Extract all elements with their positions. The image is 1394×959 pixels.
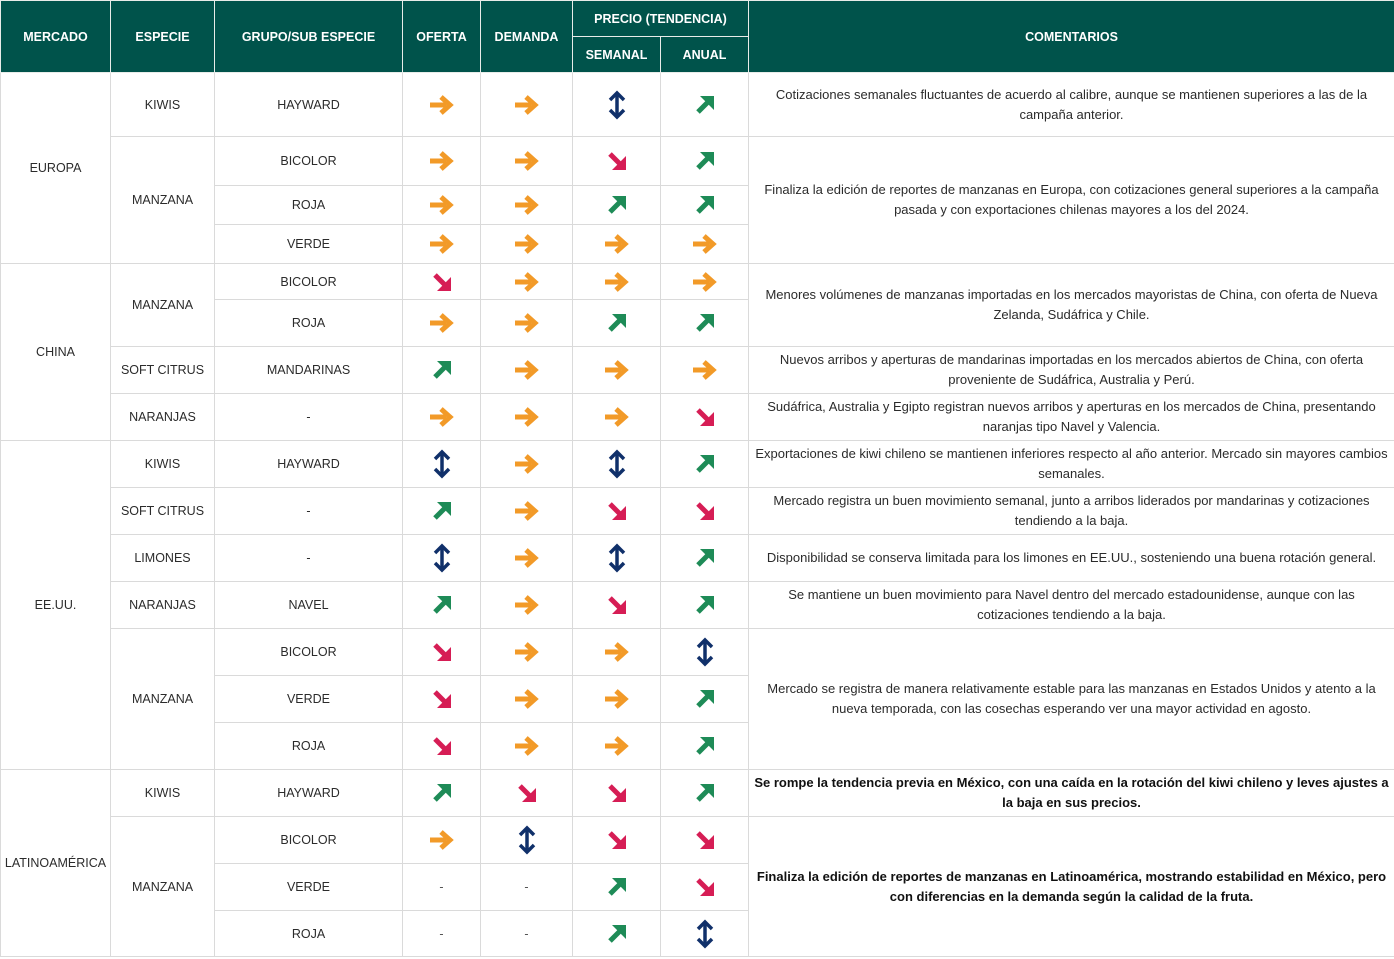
oferta-trend-cell xyxy=(403,394,481,441)
market-eeuu: EE.UU. xyxy=(1,441,111,770)
trend-stable-arrow-icon xyxy=(426,824,458,856)
species-manzana: MANZANA xyxy=(111,817,215,957)
trend-stable-arrow-icon xyxy=(511,354,543,386)
demanda-trend-cell xyxy=(481,629,573,676)
oferta-trend-cell xyxy=(403,488,481,535)
header-anual: ANUAL xyxy=(661,37,749,73)
grupo-cell: - xyxy=(215,394,403,441)
anual-trend-cell xyxy=(661,73,749,137)
oferta-trend-cell xyxy=(403,770,481,817)
semanal-trend-cell xyxy=(573,911,661,957)
oferta-trend-cell xyxy=(403,441,481,488)
trend-fluctuating-arrow-icon xyxy=(426,448,458,480)
trend-stable-arrow-icon xyxy=(601,266,633,298)
anual-trend-cell xyxy=(661,300,749,347)
demanda-trend-cell xyxy=(481,441,573,488)
trend-stable-arrow-icon xyxy=(601,401,633,433)
trend-stable-arrow-icon xyxy=(511,448,543,480)
species-kiwis: KIWIS xyxy=(111,770,215,817)
trend-up-arrow-icon xyxy=(689,307,721,339)
grupo-cell: HAYWARD xyxy=(215,73,403,137)
species-kiwis: KIWIS xyxy=(111,73,215,137)
demanda-trend-cell xyxy=(481,394,573,441)
oferta-trend-cell: - xyxy=(403,911,481,957)
trend-stable-arrow-icon xyxy=(426,145,458,177)
comment-cn-naranjas: Sudáfrica, Australia y Egipto registran nuevos arribos y aperturas en los mercados de China, presentando naranjas tipo Navel y Valencia. xyxy=(749,394,1394,441)
trend-down-arrow-icon xyxy=(426,683,458,715)
header-grupo: GRUPO/SUB ESPECIE xyxy=(215,1,403,73)
trend-up-arrow-icon xyxy=(426,589,458,621)
semanal-trend-cell xyxy=(573,347,661,394)
semanal-trend-cell xyxy=(573,300,661,347)
demanda-trend-cell: - xyxy=(481,911,573,957)
demanda-trend-cell xyxy=(481,300,573,347)
semanal-trend-cell xyxy=(573,723,661,770)
trend-up-arrow-icon xyxy=(601,307,633,339)
demanda-trend-cell xyxy=(481,73,573,137)
comment-us-kiwis: Exportaciones de kiwi chileno se mantienen inferiores respecto al año anterior. Mercado sin mayores cambios semanales. xyxy=(749,441,1394,488)
semanal-trend-cell xyxy=(573,394,661,441)
trend-up-arrow-icon xyxy=(689,683,721,715)
trend-stable-arrow-icon xyxy=(601,354,633,386)
comment-us-citrus: Mercado registra un buen movimiento semanal, junto a arribos liderados por mandarinas y cotizaciones tendiendo a la baja. xyxy=(749,488,1394,535)
trend-up-arrow-icon xyxy=(689,145,721,177)
trend-stable-arrow-icon xyxy=(511,307,543,339)
demanda-trend-cell xyxy=(481,817,573,864)
trend-down-arrow-icon xyxy=(601,777,633,809)
semanal-trend-cell xyxy=(573,73,661,137)
species-limones: LIMONES xyxy=(111,535,215,582)
header-mercado: MERCADO xyxy=(1,1,111,73)
comment-cn-manzana: Menores volúmenes de manzanas importadas en los mercados mayoristas de China, con oferta de Nueva Zelanda, Sudáfrica y Chile. xyxy=(749,264,1394,347)
trend-up-arrow-icon xyxy=(689,589,721,621)
oferta-trend-cell xyxy=(403,347,481,394)
demanda-trend-cell xyxy=(481,535,573,582)
grupo-cell: BICOLOR xyxy=(215,629,403,676)
anual-trend-cell xyxy=(661,770,749,817)
trend-fluctuating-arrow-icon xyxy=(426,542,458,574)
semanal-trend-cell xyxy=(573,817,661,864)
trend-stable-arrow-icon xyxy=(511,89,543,121)
semanal-trend-cell xyxy=(573,676,661,723)
comment-eu-kiwis: Cotizaciones semanales fluctuantes de acuerdo al calibre, aunque se mantienen superiores a las de la campaña anterior. xyxy=(749,73,1394,137)
trend-up-arrow-icon xyxy=(426,777,458,809)
species-soft-citrus: SOFT CITRUS xyxy=(111,488,215,535)
anual-trend-cell xyxy=(661,676,749,723)
grupo-cell: BICOLOR xyxy=(215,264,403,300)
comment-us-naranjas: Se mantiene un buen movimiento para Navel dentro del mercado estadounidense, aunque con las cotizaciones tendiendo a la baja. xyxy=(749,582,1394,629)
trend-down-arrow-icon xyxy=(689,871,721,903)
market-europa: EUROPA xyxy=(1,73,111,264)
oferta-trend-cell xyxy=(403,73,481,137)
demanda-trend-cell xyxy=(481,488,573,535)
demanda-trend-cell xyxy=(481,137,573,186)
demanda-trend-cell xyxy=(481,676,573,723)
oferta-trend-cell xyxy=(403,137,481,186)
oferta-trend-cell xyxy=(403,264,481,300)
trend-stable-arrow-icon xyxy=(689,266,721,298)
header-especie: ESPECIE xyxy=(111,1,215,73)
oferta-trend-cell xyxy=(403,535,481,582)
trend-stable-arrow-icon xyxy=(511,495,543,527)
trend-down-arrow-icon xyxy=(689,824,721,856)
trend-up-arrow-icon xyxy=(689,542,721,574)
oferta-trend-cell: - xyxy=(403,864,481,911)
semanal-trend-cell xyxy=(573,441,661,488)
anual-trend-cell xyxy=(661,394,749,441)
grupo-cell: MANDARINAS xyxy=(215,347,403,394)
species-naranjas: NARANJAS xyxy=(111,582,215,629)
trend-up-arrow-icon xyxy=(426,495,458,527)
trend-stable-arrow-icon xyxy=(511,228,543,260)
trend-stable-arrow-icon xyxy=(601,683,633,715)
header-semanal: SEMANAL xyxy=(573,37,661,73)
trend-down-arrow-icon xyxy=(601,824,633,856)
trend-fluctuating-arrow-icon xyxy=(601,448,633,480)
oferta-trend-cell xyxy=(403,225,481,264)
trend-fluctuating-arrow-icon xyxy=(601,542,633,574)
grupo-cell: BICOLOR xyxy=(215,817,403,864)
anual-trend-cell xyxy=(661,817,749,864)
anual-trend-cell xyxy=(661,347,749,394)
grupo-cell: VERDE xyxy=(215,864,403,911)
trend-stable-arrow-icon xyxy=(426,228,458,260)
trend-fluctuating-arrow-icon xyxy=(511,824,543,856)
trend-stable-arrow-icon xyxy=(511,636,543,668)
oferta-trend-cell xyxy=(403,629,481,676)
trend-stable-arrow-icon xyxy=(689,354,721,386)
trend-down-arrow-icon xyxy=(426,636,458,668)
anual-trend-cell xyxy=(661,488,749,535)
grupo-cell: ROJA xyxy=(215,186,403,225)
oferta-trend-cell xyxy=(403,817,481,864)
trend-stable-arrow-icon xyxy=(426,307,458,339)
header-oferta: OFERTA xyxy=(403,1,481,73)
species-manzana: MANZANA xyxy=(111,137,215,264)
demanda-trend-cell: - xyxy=(481,864,573,911)
trend-fluctuating-arrow-icon xyxy=(689,918,721,950)
anual-trend-cell xyxy=(661,441,749,488)
semanal-trend-cell xyxy=(573,629,661,676)
oferta-trend-cell xyxy=(403,186,481,225)
oferta-trend-cell xyxy=(403,676,481,723)
species-soft-citrus: SOFT CITRUS xyxy=(111,347,215,394)
oferta-trend-cell xyxy=(403,300,481,347)
trend-stable-arrow-icon xyxy=(426,401,458,433)
demanda-trend-cell xyxy=(481,264,573,300)
anual-trend-cell xyxy=(661,137,749,186)
comment-us-manzana: Mercado se registra de manera relativamente estable para las manzanas en Estados Unidos y atento a la nueva temporada, con las cosechas esperando ver una mayor actividad en agosto. xyxy=(749,629,1394,770)
demanda-trend-cell xyxy=(481,723,573,770)
semanal-trend-cell xyxy=(573,137,661,186)
anual-trend-cell xyxy=(661,582,749,629)
trend-stable-arrow-icon xyxy=(511,401,543,433)
anual-trend-cell xyxy=(661,535,749,582)
trend-up-arrow-icon xyxy=(689,777,721,809)
trend-stable-arrow-icon xyxy=(426,189,458,221)
oferta-trend-cell xyxy=(403,723,481,770)
demanda-trend-cell xyxy=(481,225,573,264)
grupo-cell: - xyxy=(215,488,403,535)
grupo-cell: VERDE xyxy=(215,225,403,264)
trend-up-arrow-icon xyxy=(601,871,633,903)
semanal-trend-cell xyxy=(573,770,661,817)
comment-us-limones: Disponibilidad se conserva limitada para los limones en EE.UU., sosteniendo una buena rotación general. xyxy=(749,535,1394,582)
grupo-cell: VERDE xyxy=(215,676,403,723)
semanal-trend-cell xyxy=(573,225,661,264)
trend-fluctuating-arrow-icon xyxy=(601,89,633,121)
trend-up-arrow-icon xyxy=(689,189,721,221)
anual-trend-cell xyxy=(661,629,749,676)
trend-up-arrow-icon xyxy=(426,354,458,386)
semanal-trend-cell xyxy=(573,864,661,911)
trend-stable-arrow-icon xyxy=(601,730,633,762)
species-kiwis: KIWIS xyxy=(111,441,215,488)
header-demanda: DEMANDA xyxy=(481,1,573,73)
trend-down-arrow-icon xyxy=(601,495,633,527)
trend-up-arrow-icon xyxy=(689,89,721,121)
comment-la-manzana: Finaliza la edición de reportes de manzanas en Latinoamérica, mostrando estabilidad en México, pero con diferencias en la demanda según la calidad de la fruta. xyxy=(749,817,1394,957)
trend-stable-arrow-icon xyxy=(511,145,543,177)
trend-up-arrow-icon xyxy=(689,448,721,480)
trend-stable-arrow-icon xyxy=(601,636,633,668)
header-comentarios: COMENTARIOS xyxy=(749,1,1394,73)
species-manzana: MANZANA xyxy=(111,264,215,347)
trend-stable-arrow-icon xyxy=(689,228,721,260)
grupo-cell: BICOLOR xyxy=(215,137,403,186)
trend-up-arrow-icon xyxy=(601,189,633,221)
anual-trend-cell xyxy=(661,723,749,770)
trend-up-arrow-icon xyxy=(601,918,633,950)
demanda-trend-cell xyxy=(481,347,573,394)
grupo-cell: ROJA xyxy=(215,300,403,347)
comment-eu-manzana: Finaliza la edición de reportes de manzanas en Europa, con cotizaciones general superiores a la campaña pasada y con exportaciones chilenas mayores a los del 2024. xyxy=(749,137,1394,264)
trend-up-arrow-icon xyxy=(689,730,721,762)
trend-stable-arrow-icon xyxy=(511,542,543,574)
grupo-cell: HAYWARD xyxy=(215,770,403,817)
market-latinoamerica: LATINOAMÉRICA xyxy=(1,770,111,957)
trend-stable-arrow-icon xyxy=(511,683,543,715)
anual-trend-cell xyxy=(661,264,749,300)
trend-stable-arrow-icon xyxy=(511,730,543,762)
trend-stable-arrow-icon xyxy=(601,228,633,260)
trend-stable-arrow-icon xyxy=(511,266,543,298)
species-naranjas: NARANJAS xyxy=(111,394,215,441)
market-china: CHINA xyxy=(1,264,111,441)
grupo-cell: ROJA xyxy=(215,723,403,770)
semanal-trend-cell xyxy=(573,582,661,629)
trend-down-arrow-icon xyxy=(601,589,633,621)
trend-stable-arrow-icon xyxy=(426,89,458,121)
trend-fluctuating-arrow-icon xyxy=(689,636,721,668)
grupo-cell: ROJA xyxy=(215,911,403,957)
anual-trend-cell xyxy=(661,911,749,957)
semanal-trend-cell xyxy=(573,186,661,225)
anual-trend-cell xyxy=(661,864,749,911)
trend-stable-arrow-icon xyxy=(511,589,543,621)
demanda-trend-cell xyxy=(481,770,573,817)
trend-down-arrow-icon xyxy=(426,730,458,762)
semanal-trend-cell xyxy=(573,264,661,300)
comment-cn-citrus: Nuevos arribos y aperturas de mandarinas importadas en los mercados abiertos de China, con oferta proveniente de Sudáfrica, Australia y Perú. xyxy=(749,347,1394,394)
anual-trend-cell xyxy=(661,225,749,264)
species-manzana: MANZANA xyxy=(111,629,215,770)
demanda-trend-cell xyxy=(481,186,573,225)
semanal-trend-cell xyxy=(573,535,661,582)
trend-down-arrow-icon xyxy=(426,266,458,298)
trend-down-arrow-icon xyxy=(689,401,721,433)
trend-down-arrow-icon xyxy=(511,777,543,809)
grupo-cell: NAVEL xyxy=(215,582,403,629)
semanal-trend-cell xyxy=(573,488,661,535)
grupo-cell: - xyxy=(215,535,403,582)
grupo-cell: HAYWARD xyxy=(215,441,403,488)
trend-down-arrow-icon xyxy=(689,495,721,527)
comment-la-kiwis: Se rompe la tendencia previa en México, con una caída en la rotación del kiwi chileno y leves ajustes a la baja en sus precios. xyxy=(749,770,1394,817)
demanda-trend-cell xyxy=(481,582,573,629)
trend-down-arrow-icon xyxy=(601,145,633,177)
trend-stable-arrow-icon xyxy=(511,189,543,221)
oferta-trend-cell xyxy=(403,582,481,629)
anual-trend-cell xyxy=(661,186,749,225)
header-precio: PRECIO (TENDENCIA) xyxy=(573,1,749,37)
